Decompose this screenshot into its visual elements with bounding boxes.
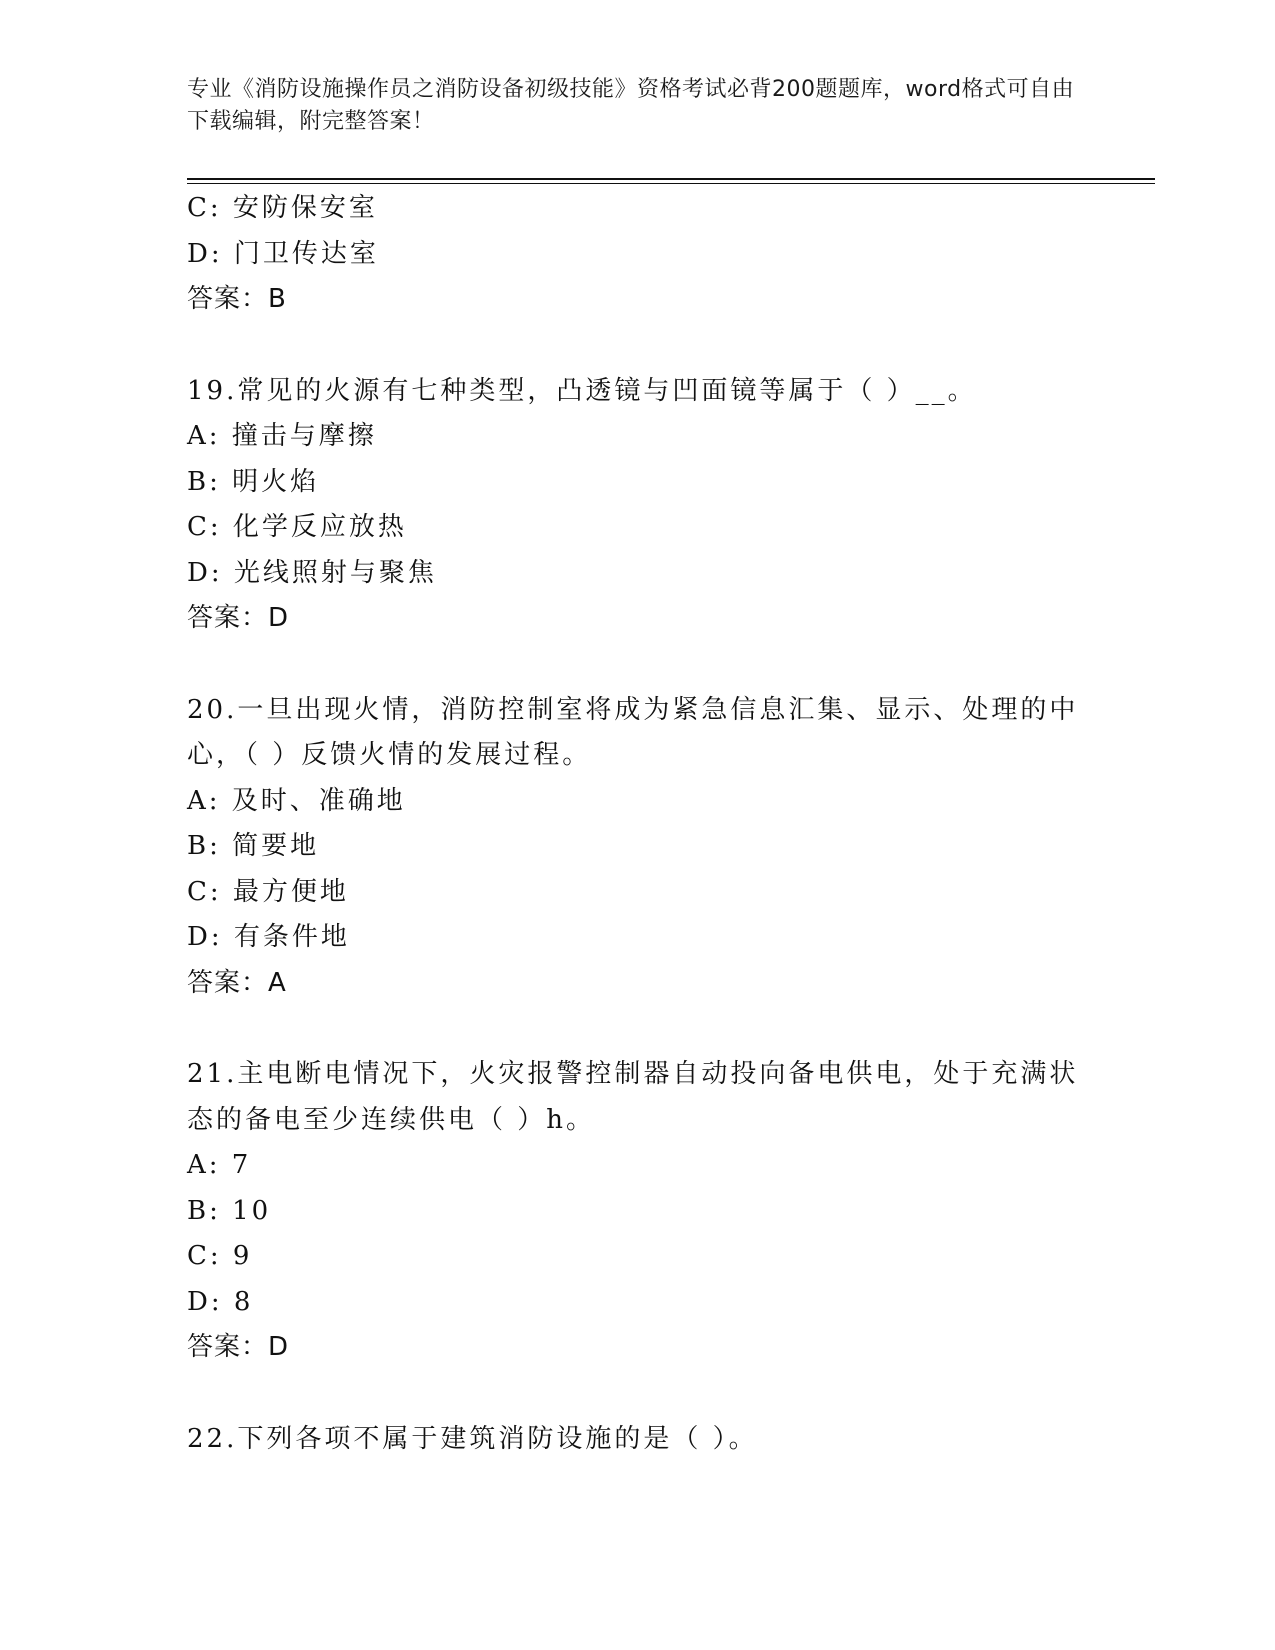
question-text-line-1: 20.一旦出现火情，消防控制室将成为紧急信息汇集、显示、处理的中 [187, 694, 1079, 725]
answer: 答案：D [187, 603, 290, 633]
question-text: 22.下列各项不属于建筑消防设施的是（ ）。 [187, 1423, 758, 1454]
document-header: 专业《消防设施操作员之消防设备初级技能》资格考试必背200题题库，word格式可自由下载编辑，附完整答案！ [187, 77, 1075, 134]
question-text: 19.常见的火源有七种类型，凸透镜与凹面镜等属于（ ）__。 [187, 375, 977, 406]
header-divider-thin [187, 183, 1155, 184]
question-text-line-1: 21.主电断电情况下，火灾报警控制器自动投向备电供电，处于充满状 [187, 1059, 1079, 1089]
question-20 [187, 688, 1087, 1007]
question-21 [187, 1052, 1087, 1371]
option-c: C: 最方便地 [187, 876, 349, 907]
option-d: D: 有条件地 [187, 922, 350, 952]
question-text-line-2: 心，（ ）反馈火情的发展过程。 [187, 740, 592, 770]
option-a: A: 及时、准确地 [187, 785, 406, 816]
option-d: D: 门卫传达室 [187, 238, 379, 269]
option-b: B: 10 [187, 1195, 272, 1226]
answer: 答案：D [187, 1332, 290, 1362]
question-19 [187, 369, 1087, 642]
question-22 [187, 1417, 1087, 1463]
question-list [187, 186, 1087, 1462]
option-c: C: 化学反应放热 [187, 512, 407, 542]
option-a: A: 7 [187, 1150, 252, 1180]
option-a: A: 撞击与摩擦 [187, 421, 377, 451]
option-b: B: 简要地 [187, 831, 320, 861]
answer: 答案：A [187, 967, 287, 998]
option-c: C: 安防保安室 [187, 193, 378, 223]
option-c: C: 9 [187, 1241, 253, 1271]
option-d: D: 光线照射与聚焦 [187, 557, 437, 588]
option-d: D: 8 [187, 1286, 254, 1317]
previous-question-tail [187, 186, 1087, 323]
question-text-line-2: 态的备电至少连续供电（ ）h。 [187, 1104, 596, 1135]
answer: 答案：B [187, 284, 287, 314]
option-b: B: 明火焰 [187, 466, 320, 497]
header-divider-thick [187, 178, 1155, 180]
